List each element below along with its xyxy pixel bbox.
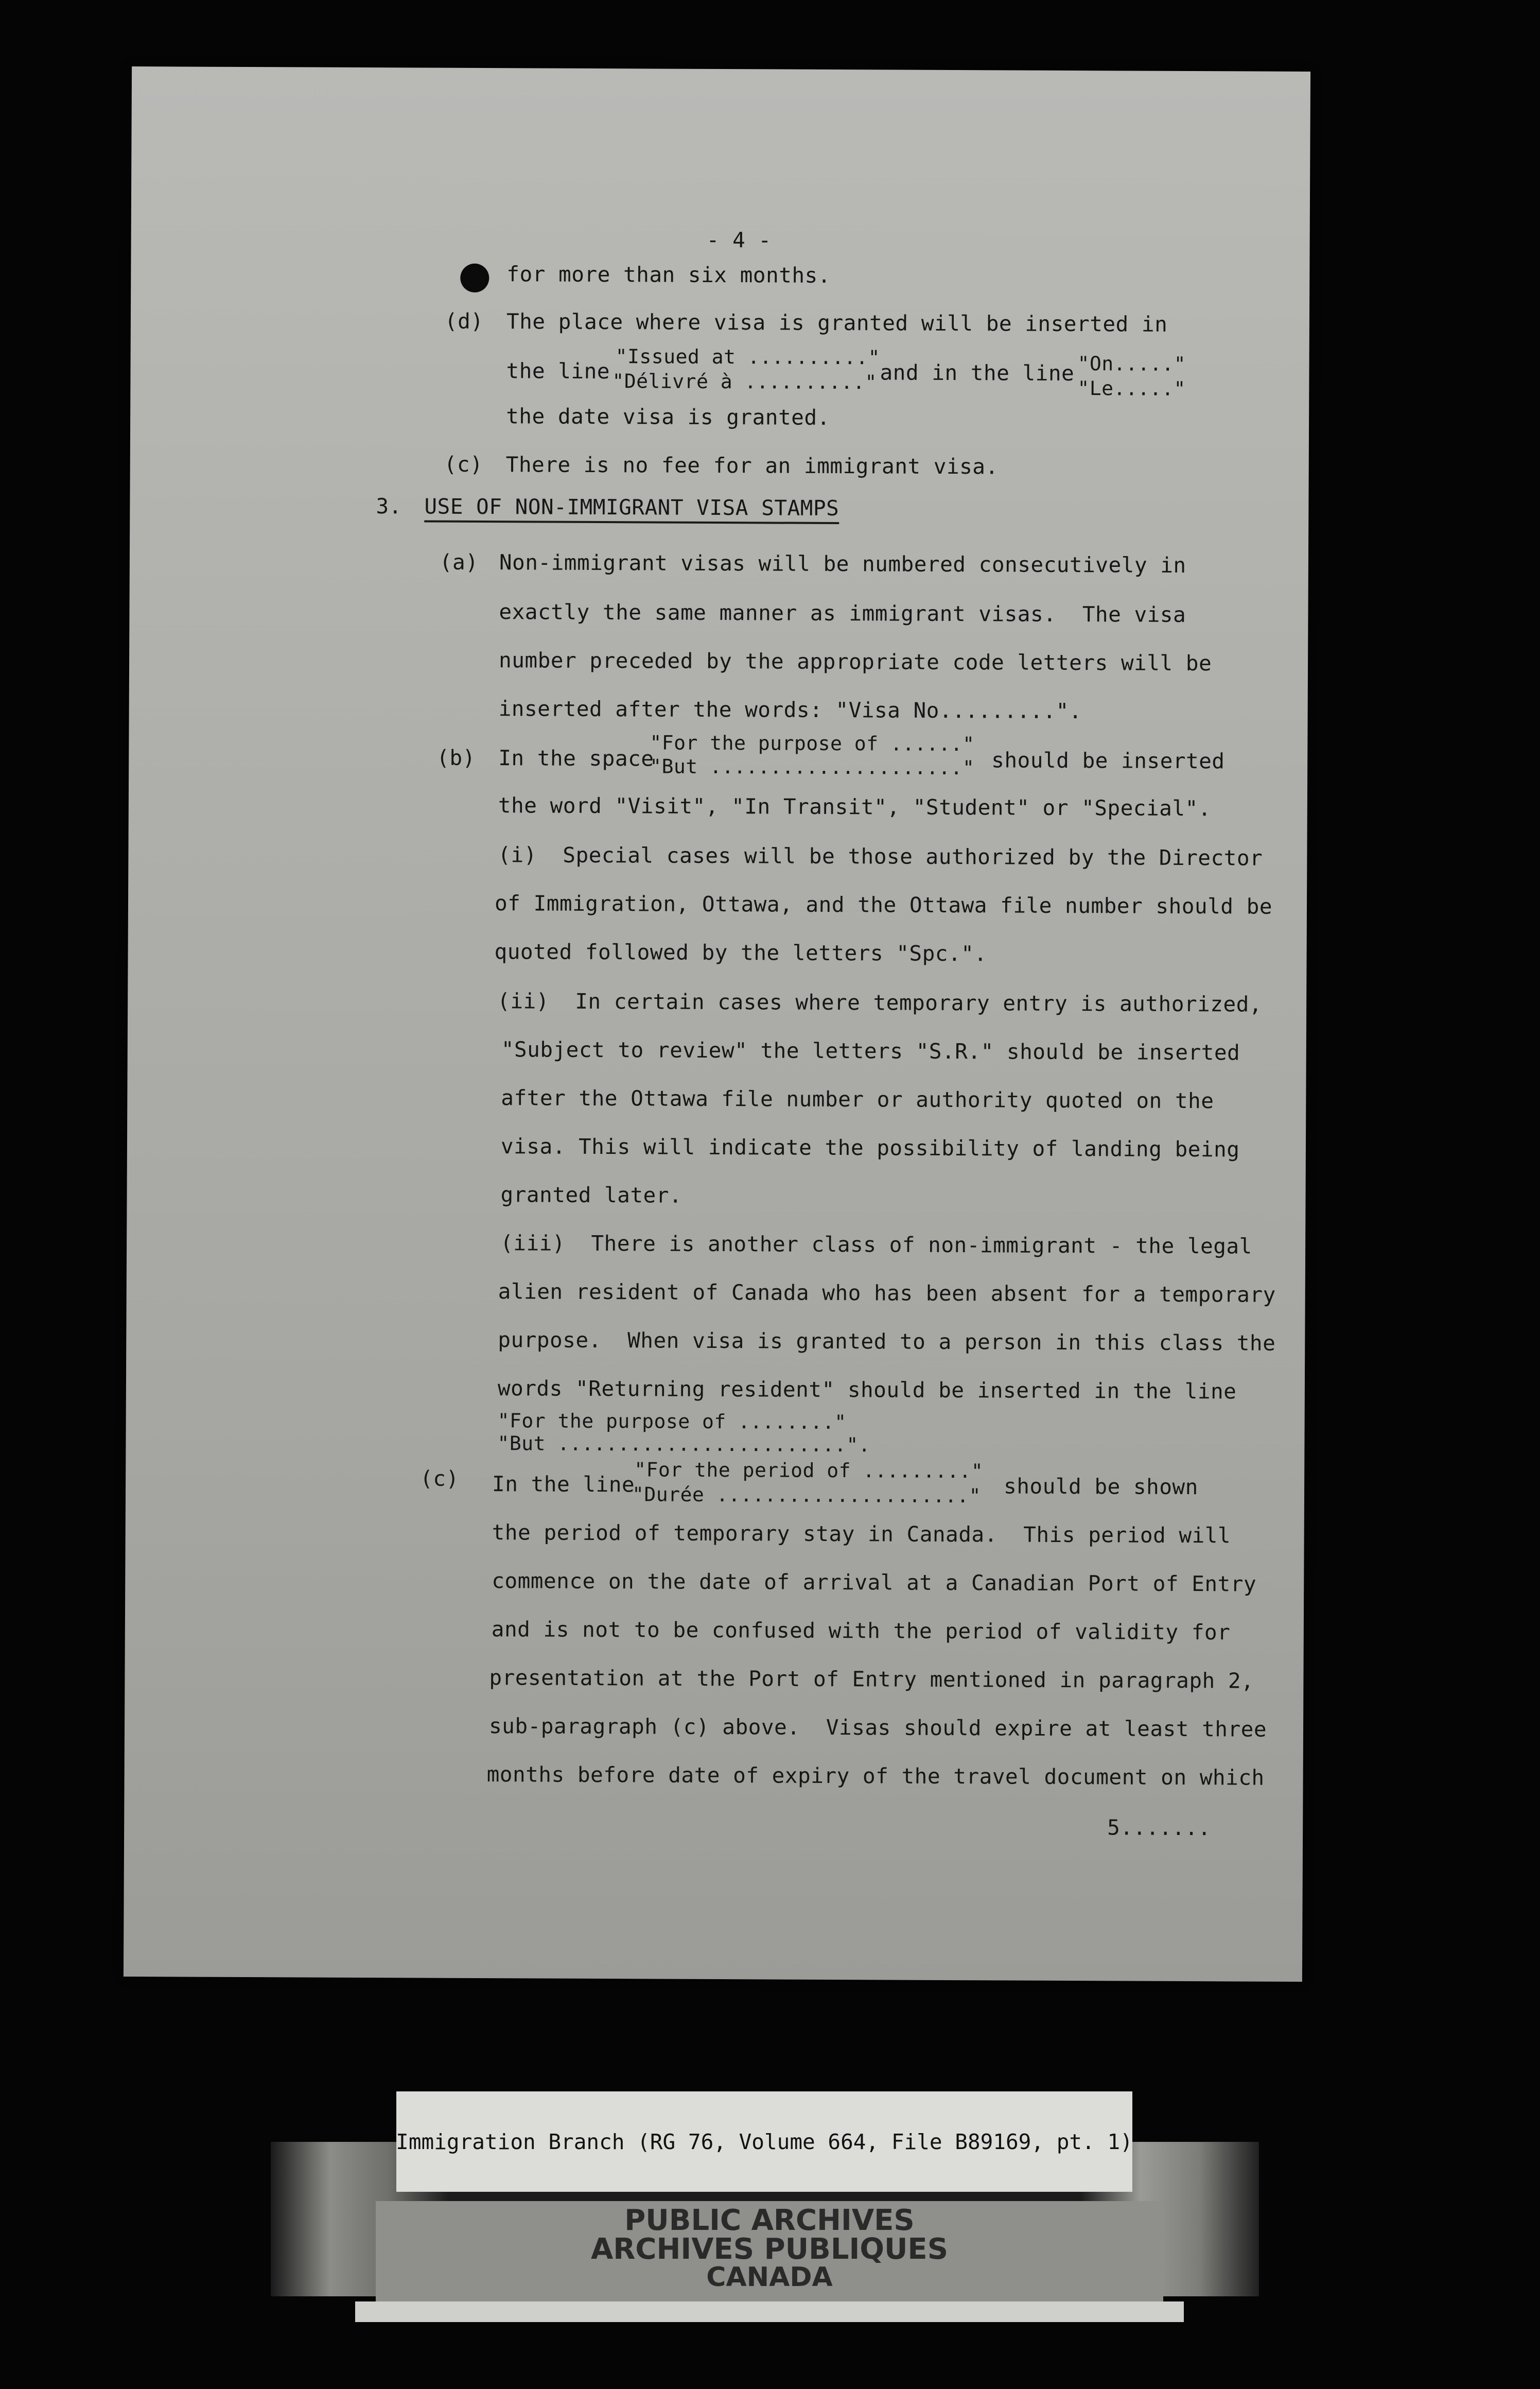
archive-reference: Immigration Branch (RG 76, Volume 664, File B89169, pt. 1) [396, 2129, 1133, 2154]
stamp-line: PUBLIC ARCHIVES [624, 2204, 915, 2237]
text-line: number preceded by the appropriate code letters will be [498, 648, 1212, 676]
text-line: words "Returning resident" should be inserted in the line [497, 1376, 1237, 1404]
text-line: months before date of expiry of the travel document on which [486, 1762, 1265, 1790]
form-field-text: "For the purpose of ........" [497, 1409, 847, 1434]
text-line: In the line [492, 1472, 635, 1497]
text-line: the word "Visit", "In Transit", "Student" or "Special". [498, 793, 1212, 821]
text-line: and in the line [880, 360, 1075, 386]
stamp-line: CANADA [706, 2262, 833, 2293]
text-line: (i) Special cases will be those authorized by the Director [498, 842, 1263, 871]
text-line: (iii) There is another class of non-immigrant - the legal [500, 1231, 1252, 1259]
item-marker: (c) [420, 1466, 459, 1491]
archive-label [396, 2091, 1132, 2192]
text-line: visa. This will indicate the possibility of landing being [500, 1134, 1240, 1162]
section-number: 3. [376, 494, 402, 519]
text-line: after the Ottawa file number or authority quoted on the [501, 1085, 1214, 1114]
form-field-text: "Issued at .........." [615, 345, 881, 369]
item-marker: (a) [439, 549, 479, 575]
text-line: for more than six months. [506, 262, 831, 288]
text-line: should be shown [1003, 1474, 1198, 1500]
text-line: inserted after the words: "Visa No.........". [498, 696, 1082, 724]
archive-stamp [376, 2201, 1163, 2304]
item-marker: (d) [444, 308, 484, 334]
text-line: exactly the same manner as immigrant visas. The visa [499, 599, 1186, 627]
punch-hole [460, 264, 489, 292]
form-field-text: "But ....................." [650, 755, 975, 780]
text-line: the line [506, 358, 610, 384]
item-marker: (b) [436, 745, 476, 770]
text-line: presentation at the Port of Entry mentioned in paragraph 2, [489, 1665, 1254, 1693]
text-line: purpose. When visa is granted to a person in this class the [498, 1327, 1276, 1356]
text-line: should be inserted [991, 748, 1225, 774]
text-line: Non-immigrant visas will be numbered consecutively in [499, 550, 1186, 578]
form-field-text: "Le....." [1077, 377, 1186, 400]
item-marker: (c) [444, 452, 483, 477]
text-line: In the space [498, 746, 654, 771]
text-line: granted later. [500, 1182, 682, 1208]
text-line: and is not to be confused with the period of validity for [491, 1617, 1231, 1645]
stamp-line: ARCHIVES PUBLIQUES [590, 2232, 949, 2266]
text-line: (ii) In certain cases where temporary entry is authorized, [497, 989, 1263, 1017]
text-line: quoted followed by the letters "Spc.". [494, 939, 987, 966]
text-line: There is no fee for an immigrant visa. [505, 452, 999, 479]
form-field-text: "Durée ....................." [632, 1483, 982, 1508]
section-heading: USE OF NON-IMMIGRANT VISA STAMPS [424, 496, 839, 525]
form-field-text: "Délivré à .........." [612, 370, 877, 394]
form-field-text: "For the purpose of ......" [650, 731, 975, 756]
text-line: the date visa is granted. [506, 404, 830, 430]
text-line: the period of temporary stay in Canada. This period will [492, 1520, 1231, 1548]
document-page [124, 66, 1310, 1982]
stamp-border [355, 2301, 1184, 2322]
text-line: "Subject to review" the letters "S.R." should be inserted [501, 1037, 1240, 1065]
continuation-marker: 5....... [1107, 1815, 1211, 1841]
form-field-text: "On....." [1077, 352, 1186, 375]
text-line: sub-paragraph (c) above. Visas should expire at least three [488, 1713, 1267, 1742]
text-line: commence on the date of arrival at a Canadian Port of Entry [492, 1568, 1257, 1597]
text-line: of Immigration, Ottawa, and the Ottawa file number should be [494, 891, 1273, 919]
page-number: - 4 - [706, 227, 772, 253]
form-field-text: "But ........................". [497, 1432, 871, 1457]
text-line: The place where visa is granted will be inserted in [506, 309, 1168, 337]
form-field-text: "For the period of ........." [634, 1458, 984, 1483]
text-line: alien resident of Canada who has been absent for a temporary [498, 1279, 1276, 1307]
